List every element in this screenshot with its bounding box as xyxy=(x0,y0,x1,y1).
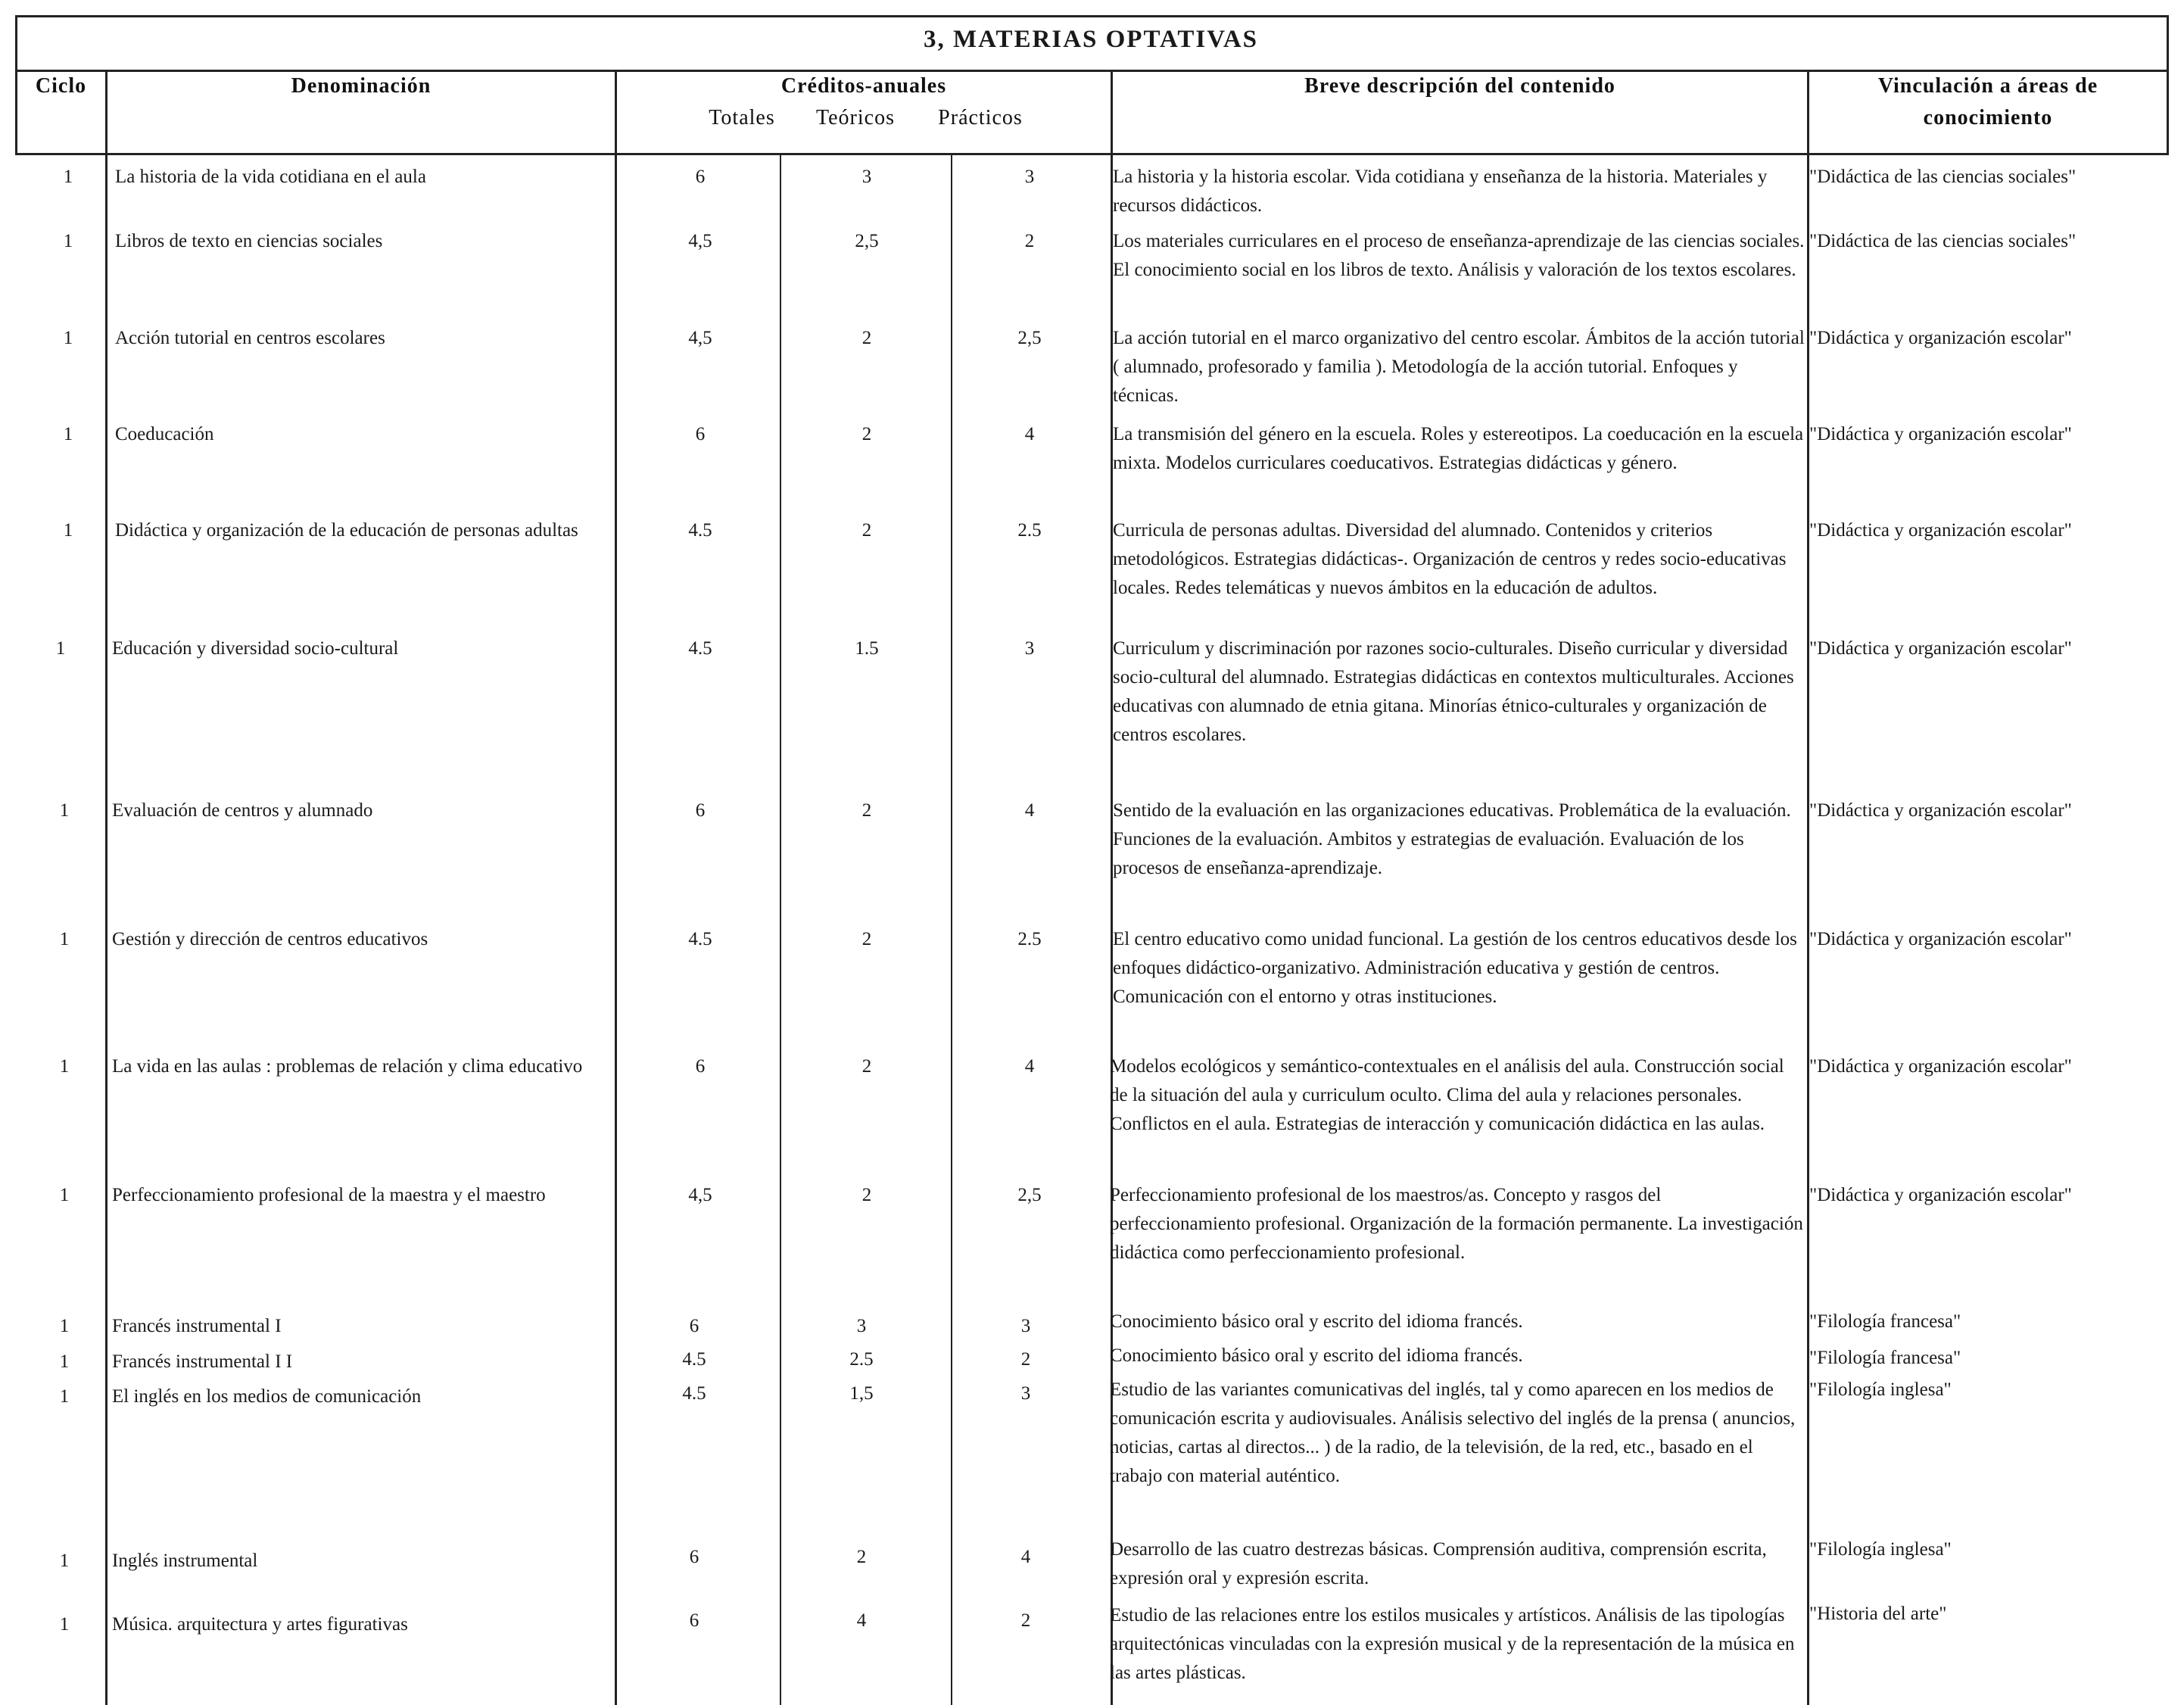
header-vinculacion-2: conocimiento xyxy=(1923,106,2053,129)
row-8-ciclo: 1 xyxy=(59,929,70,949)
row-8-teoricos: 2 xyxy=(861,929,872,949)
row-15-vinculacion: "Historia del arte" xyxy=(1809,1604,1947,1624)
row-9-vinculacion: "Didáctica y organización escolar" xyxy=(1809,1056,2072,1077)
title-divider xyxy=(15,70,2169,72)
header-divider xyxy=(15,153,2169,155)
row-12-vinculacion: "Filología francesa" xyxy=(1809,1348,1961,1368)
row-8-descripcion: El centro educativo como unidad funcional. La gestión de los centros educativos desde los enfoques didáctico-organizativo. Administración educativa y gestión de centros. Comunicación con el entorno y otras instituciones. xyxy=(1113,929,1797,1007)
row-4-ciclo: 1 xyxy=(63,424,73,444)
row-13-totales: 4.5 xyxy=(682,1383,706,1404)
row-11-teoricos: 3 xyxy=(856,1316,867,1336)
row-6-denominacion: Educación y diversidad socio-cultural xyxy=(112,638,399,659)
row-15-denominacion: Música. arquitectura y artes figurativas xyxy=(112,1614,408,1635)
row-2-descripcion: Los materiales curriculares en el proceso de enseñanza-aprendizaje de las ciencias sociales. El conocimiento social en los libros de texto. Análisis y valoración de los textos escolares. xyxy=(1113,231,1805,280)
row-4-totales: 6 xyxy=(695,424,706,444)
row-14-vinculacion: "Filología inglesa" xyxy=(1809,1539,1952,1560)
col-line-ciclo xyxy=(105,70,107,1705)
row-12-totales: 4.5 xyxy=(682,1349,706,1370)
row-7-vinculacion: "Didáctica y organización escolar" xyxy=(1809,800,2072,821)
row-14-totales: 6 xyxy=(689,1547,699,1567)
row-11-ciclo: 1 xyxy=(59,1316,70,1336)
row-9-teoricos: 2 xyxy=(861,1056,872,1077)
row-9-totales: 6 xyxy=(695,1056,706,1077)
row-12-denominacion: Francés instrumental I I xyxy=(112,1351,293,1372)
header-practicos: Prácticos xyxy=(938,106,1023,129)
header-ciclo: Ciclo xyxy=(35,74,87,98)
row-14-ciclo: 1 xyxy=(59,1551,70,1571)
row-5-practicos: 2.5 xyxy=(1017,520,1042,541)
row-3-vinculacion: "Didáctica y organización escolar" xyxy=(1809,328,2072,348)
row-2-vinculacion: "Didáctica de las ciencias sociales" xyxy=(1809,231,2077,251)
row-2-ciclo: 1 xyxy=(63,231,73,251)
row-6-descripcion: Curriculum y discriminación por razones socio-culturales. Diseño curricular y diversidad socio-cultural del alumnado. Estrategias didácticas en contextos multiculturales. Acciones educativas con alumnado de etnia gitana. Minorías étnico-culturales y organización de centros escolares. xyxy=(1113,638,1794,745)
row-10-teoricos: 2 xyxy=(861,1185,872,1205)
row-3-descripcion: La acción tutorial en el marco organizativo del centro escolar. Ámbitos de la acción tutorial ( alumnado, profesorado y familia ). Metodología de la acción tutorial. Enfoques y técnicas. xyxy=(1113,328,1805,406)
page-title: 3, MATERIAS OPTATIVAS xyxy=(923,26,1259,53)
row-10-totales: 4,5 xyxy=(688,1185,712,1205)
row-9-descripcion: Modelos ecológicos y semántico-contextuales en el análisis del aula. Construcción social de la situación del aula y curriculum oculto. Clima del aula y relaciones personales. Conflictos en el aula. Estrategias de interacción y comunicación didáctica en las aulas. xyxy=(1110,1056,1784,1134)
row-4-practicos: 4 xyxy=(1024,424,1035,444)
row-4-teoricos: 2 xyxy=(861,424,872,444)
col-line-totales xyxy=(780,155,781,1705)
row-11-totales: 6 xyxy=(689,1316,699,1336)
row-5-descripcion: Curricula de personas adultas. Diversidad del alumnado. Contenidos y criterios metodológicos. Estrategias didácticas-. Organización de centros y redes socio-educativas locales. Redes telemáticas y nuevos ámbitos en la educación de adultos. xyxy=(1113,520,1787,598)
col-line-denominacion xyxy=(615,70,617,1705)
row-15-descripcion: Estudio de las relaciones entre los estilos musicales y artísticos. Análisis de las tipologías arquitectónicas vinculadas con la expresión musical y de la representación de la música en las artes plásticas. xyxy=(1110,1605,1795,1683)
row-9-denominacion: La vida en las aulas : problemas de relación y clima educativo xyxy=(112,1056,583,1077)
row-15-totales: 6 xyxy=(689,1610,699,1631)
row-8-vinculacion: "Didáctica y organización escolar" xyxy=(1809,929,2072,949)
table-border-right xyxy=(2167,15,2169,155)
header-vinculacion-1: Vinculación a áreas de xyxy=(1877,74,2098,98)
row-3-totales: 4,5 xyxy=(688,328,712,348)
row-10-descripcion: Perfeccionamiento profesional de los maestros/as. Concepto y rasgos del perfeccionamiento profesional. Organización de la formación permanente. La investigación didáctica como perfeccionamiento profesional. xyxy=(1110,1185,1803,1263)
row-10-ciclo: 1 xyxy=(59,1185,70,1205)
row-4-descripcion: La transmisión del género en la escuela. Roles y estereotipos. La coeducación en la escuela mixta. Modelos curriculares coeducativos. Estrategias didácticas y género. xyxy=(1113,424,1804,473)
row-3-teoricos: 2 xyxy=(861,328,872,348)
row-15-ciclo: 1 xyxy=(59,1614,70,1635)
row-12-descripcion: Conocimiento básico oral y escrito del idioma francés. xyxy=(1110,1345,1523,1366)
row-8-practicos: 2.5 xyxy=(1017,929,1042,949)
header-teoricos: Teóricos xyxy=(815,106,895,129)
row-1-teoricos: 3 xyxy=(861,167,872,187)
row-8-denominacion: Gestión y dirección de centros educativos xyxy=(112,929,428,949)
row-2-teoricos: 2,5 xyxy=(855,231,879,251)
row-4-vinculacion: "Didáctica y organización escolar" xyxy=(1809,424,2072,444)
row-6-practicos: 3 xyxy=(1024,638,1035,659)
row-10-vinculacion: "Didáctica y organización escolar" xyxy=(1809,1185,2072,1205)
row-6-ciclo: 1 xyxy=(55,638,66,659)
row-3-ciclo: 1 xyxy=(63,328,73,348)
row-7-denominacion: Evaluación de centros y alumnado xyxy=(112,800,373,821)
header-denominacion: Denominación xyxy=(291,74,432,98)
row-13-vinculacion: "Filología inglesa" xyxy=(1809,1379,1952,1400)
row-1-denominacion: La historia de la vida cotidiana en el aula xyxy=(115,167,426,187)
row-14-teoricos: 2 xyxy=(856,1547,867,1567)
row-1-practicos: 3 xyxy=(1024,167,1035,187)
row-13-descripcion: Estudio de las variantes comunicativas del inglés, tal y como aparecen en los medios de comunicación escrita y audiovisuales. Análisis selectivo del inglés de la prensa ( anuncios, noticias, cartas al directos... ) de la radio, de la televisión, de la red, etc., basado en el trabajo con material auténtico. xyxy=(1110,1379,1796,1486)
row-14-denominacion: Inglés instrumental xyxy=(112,1551,258,1571)
row-15-practicos: 2 xyxy=(1020,1610,1031,1631)
row-12-practicos: 2 xyxy=(1020,1349,1031,1370)
row-10-practicos: 2,5 xyxy=(1017,1185,1042,1205)
row-11-denominacion: Francés instrumental I xyxy=(112,1316,282,1336)
row-5-vinculacion: "Didáctica y organización escolar" xyxy=(1809,520,2072,541)
row-6-totales: 4.5 xyxy=(688,638,712,659)
row-2-denominacion: Libros de texto en ciencias sociales xyxy=(115,231,383,251)
row-12-teoricos: 2.5 xyxy=(849,1349,874,1370)
row-7-descripcion: Sentido de la evaluación en las organizaciones educativas. Problemática de la evaluación. Funciones de la evaluación. Ambitos y estrategias de evaluación. Evaluación de los procesos de enseñanza-aprendizaje. xyxy=(1113,800,1791,878)
row-3-practicos: 2,5 xyxy=(1017,328,1042,348)
row-6-teoricos: 1.5 xyxy=(855,638,879,659)
row-11-vinculacion: "Filología francesa" xyxy=(1809,1311,1961,1332)
row-5-ciclo: 1 xyxy=(63,520,73,541)
row-13-denominacion: El inglés en los medios de comunicación xyxy=(112,1386,422,1407)
header-totales: Totales xyxy=(709,106,775,129)
row-13-practicos: 3 xyxy=(1020,1383,1031,1404)
row-2-totales: 4,5 xyxy=(688,231,712,251)
row-11-descripcion: Conocimiento básico oral y escrito del idioma francés. xyxy=(1110,1311,1523,1332)
row-14-descripcion: Desarrollo de las cuatro destrezas básicas. Comprensión auditiva, comprensión escrita, expresión oral y expresión escrita. xyxy=(1110,1539,1767,1588)
row-8-totales: 4.5 xyxy=(688,929,712,949)
row-1-totales: 6 xyxy=(695,167,706,187)
row-7-totales: 6 xyxy=(695,800,706,821)
row-2-practicos: 2 xyxy=(1024,231,1035,251)
row-15-teoricos: 4 xyxy=(856,1610,867,1631)
row-7-teoricos: 2 xyxy=(861,800,872,821)
row-5-totales: 4.5 xyxy=(688,520,712,541)
row-12-ciclo: 1 xyxy=(59,1351,70,1372)
col-line-descripcion xyxy=(1807,70,1809,1705)
row-5-denominacion: Didáctica y organización de la educación de personas adultas xyxy=(115,520,578,541)
row-11-practicos: 3 xyxy=(1020,1316,1031,1336)
row-14-practicos: 4 xyxy=(1020,1547,1031,1567)
row-1-vinculacion: "Didáctica de las ciencias sociales" xyxy=(1809,167,2077,187)
header-descripcion: Breve descripción del contenido xyxy=(1304,74,1615,98)
row-10-denominacion: Perfeccionamiento profesional de la maestra y el maestro xyxy=(112,1185,546,1205)
row-1-descripcion: La historia y la historia escolar. Vida cotidiana y enseñanza de la historia. Materiales y recursos didácticos. xyxy=(1113,167,1768,216)
row-9-practicos: 4 xyxy=(1024,1056,1035,1077)
header-creditos: Créditos-anuales xyxy=(780,74,947,98)
row-13-teoricos: 1,5 xyxy=(849,1383,874,1404)
row-9-ciclo: 1 xyxy=(59,1056,70,1077)
row-13-ciclo: 1 xyxy=(59,1386,70,1407)
row-6-vinculacion: "Didáctica y organización escolar" xyxy=(1809,638,2072,659)
row-7-ciclo: 1 xyxy=(59,800,70,821)
col-line-teoricos xyxy=(951,155,952,1705)
row-4-denominacion: Coeducación xyxy=(115,424,214,444)
row-5-teoricos: 2 xyxy=(861,520,872,541)
row-1-ciclo: 1 xyxy=(63,167,73,187)
row-3-denominacion: Acción tutorial en centros escolares xyxy=(115,328,385,348)
row-7-practicos: 4 xyxy=(1024,800,1035,821)
